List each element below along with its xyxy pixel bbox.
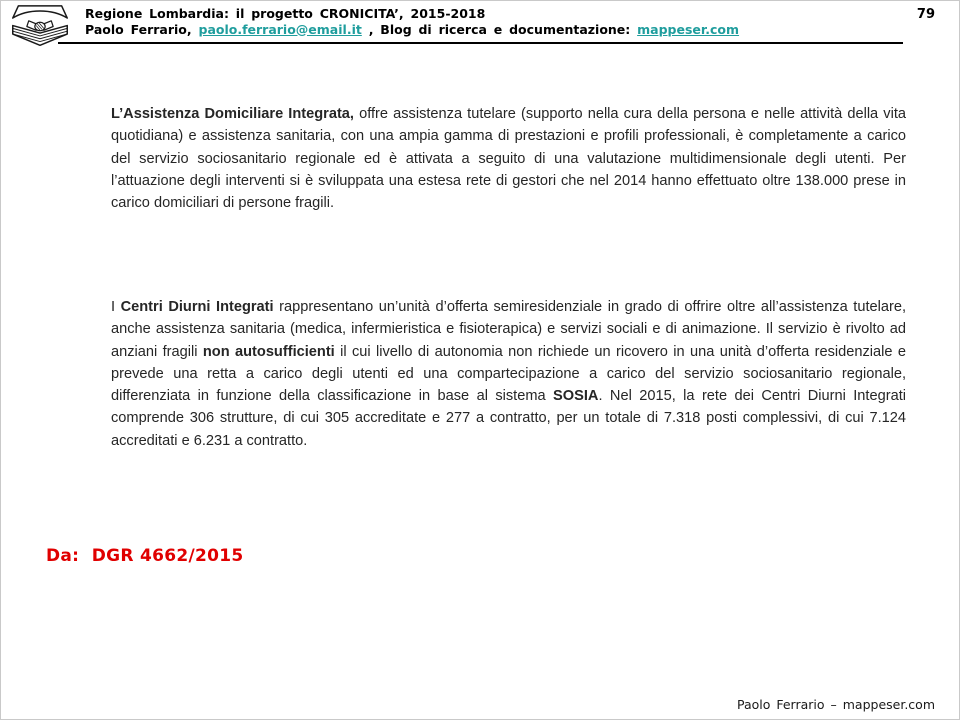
mappeser-link[interactable]: mappeser.com [637, 21, 740, 37]
header-text [85, 6, 739, 37]
header-byline [85, 22, 739, 38]
header-title: Regione Lombardia: il progetto CRONICITA’, 2015-2018 [85, 6, 486, 21]
paragraph-centri-diurni: I Centri Diurni Integrati rappresentano un’unità d’offerta semiresidenziale in grado di offrire oltre all’assistenza tutelare, anche assistenza sanitaria (medica, infermieristica e fisioterapica) e servizi sociali e di animazione. Il servizio è rivolto ad anziani fragili non autosufficienti il cui livello di autonomia non richiede un ricovero in una unità d’offerta residenziale e prevede una retta a carico degli utenti ed una compartecipazione a carico del servizio sociosanitario regionale, differenziata in funzione della classificazione in base al sistema SOSIA. Nel 2015, la rete dei Centri Diurni Integrati comprende 306 strutture, di cui 305 accreditate e 277 a contratto, per un totale di 7.318 posti complessivi, di cui 7.124 accreditati e 6.231 a contratto. [111, 299, 907, 449]
byline-prefix: Paolo Ferrario, [85, 21, 192, 37]
email-link[interactable]: paolo.ferrario@email.it [198, 21, 362, 37]
header-rule [58, 42, 903, 44]
page-number: 79 [916, 7, 935, 22]
footer-credit: Paolo Ferrario – mappeser.com [736, 697, 935, 712]
byline-middle: , Blog di ricerca e documentazione: [368, 21, 631, 37]
paragraph-assistenza-domiciliare: L’Assistenza Domiciliare Integrata, offre assistenza tutelare (supporto nella cura della persona e nelle attività della vita quotidiana) e assistenza sanitaria, con una ampia gamma di prestazioni e profili professionali, è completamente a carico del servizio sociosanitario regionale ed è attivata a seguito di una valutazione multidimensionale degli utenti. Per l’attuazione degli interventi si è sviluppata una estesa rete di gestori che nel 2014 hanno effettuato oltre 138.000 prese in carico domiciliari di persone fragili. [111, 106, 906, 212]
source-note: Da: DGR 4662/2015 [46, 546, 244, 566]
